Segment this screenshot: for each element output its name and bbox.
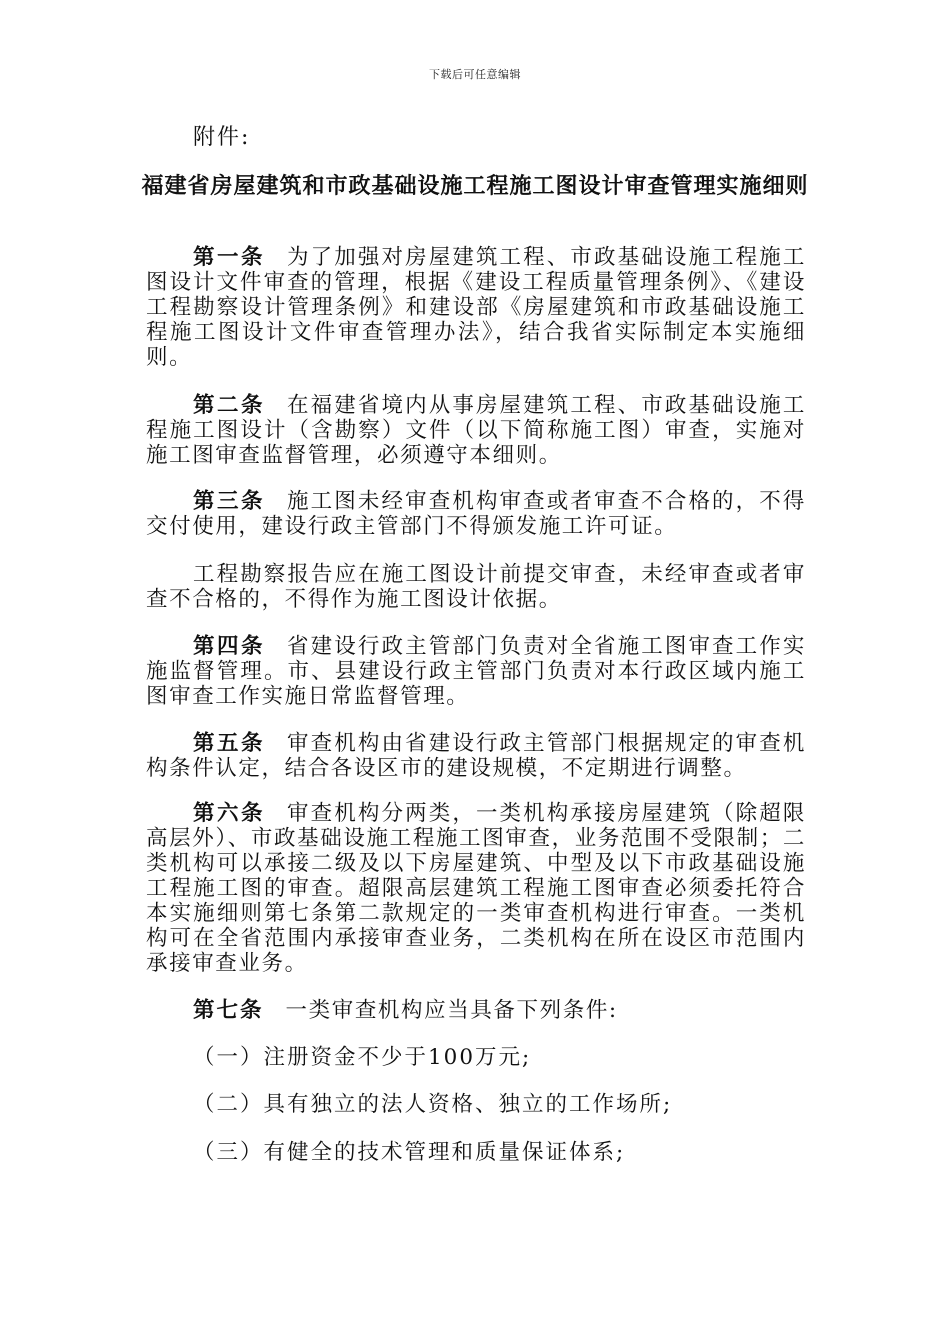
- article-lead: 第四条: [193, 634, 266, 659]
- article-3-paragraph-2: [146, 562, 806, 612]
- article-lead: 第二条: [193, 393, 266, 418]
- article-1: [146, 245, 806, 370]
- article-text: 审查机构分两类，一类机构承接房屋建筑（除超限高层外）、市政基础设施工程施工图审查，业务范围不受限制；二类机构可以承接二级及以下房屋建筑、中型及以下市政基础设施工程施工图的审查。超限高层建筑工程施工图审查必须委托符合本实施细则第七条第二款规定的一类审查机构进行审查。一类机构可在全省范围内承接审查业务，二类机构在所在设区市范围内承接审查业务。: [146, 801, 806, 976]
- article-text: 省建设行政主管部门负责对全省施工图审查工作实施监督管理。市、县建设行政主管部门负责对本行政区域内施工图审查工作实施日常监督管理。: [146, 634, 806, 709]
- article-2: [146, 393, 806, 468]
- article-lead: 第一条: [193, 245, 266, 270]
- article-lead: 第三条: [193, 489, 266, 514]
- article-text: 审查机构由省建设行政主管部门根据规定的审查机构条件认定，结合各设区市的建设规模，不定期进行调整。: [146, 731, 806, 781]
- article-6: [146, 801, 806, 976]
- article-4: [146, 634, 806, 709]
- page-header-note: 下载后可任意编辑: [429, 68, 521, 81]
- article-text: 工程勘察报告应在施工图设计前提交审查，未经审查或者审查不合格的，不得作为施工图设计依据。: [146, 562, 806, 612]
- article-7: [146, 998, 806, 1023]
- attachment-label: 附件:: [193, 125, 251, 150]
- article-text: 施工图未经审查机构审查或者审查不合格的，不得交付使用，建设行政主管部门不得颁发施工许可证。: [146, 489, 806, 539]
- article-lead: 第六条: [193, 801, 266, 826]
- article-lead: 第七条: [193, 998, 264, 1023]
- article-text: 在福建省境内从事房屋建筑工程、市政基础设施工程施工图设计（含勘察）文件（以下简称施工图）审查，实施对施工图审查监督管理，必须遵守本细则。: [146, 393, 806, 468]
- article-text: 为了加强对房屋建筑工程、市政基础设施工程施工图设计文件审查的管理，根据《建设工程质量管理条例》、《建设工程勘察设计管理条例》和建设部《房屋建筑和市政基础设施工程施工图设计文件审查管理办法》，结合我省实际制定本实施细则。: [146, 245, 806, 370]
- article-5: [146, 731, 806, 781]
- list-item: （二）具有独立的法人资格、独立的工作场所;: [193, 1092, 673, 1117]
- list-item: （三）有健全的技术管理和质量保证体系;: [193, 1140, 626, 1165]
- document-title: 福建省房屋建筑和市政基础设施工程施工图设计审查管理实施细则: [141, 173, 809, 199]
- list-item: （一）注册资金不少于100万元;: [193, 1045, 532, 1070]
- article-lead: 第五条: [193, 731, 266, 756]
- article-text: 一类审查机构应当具备下列条件:: [285, 998, 618, 1023]
- article-3: [146, 489, 806, 539]
